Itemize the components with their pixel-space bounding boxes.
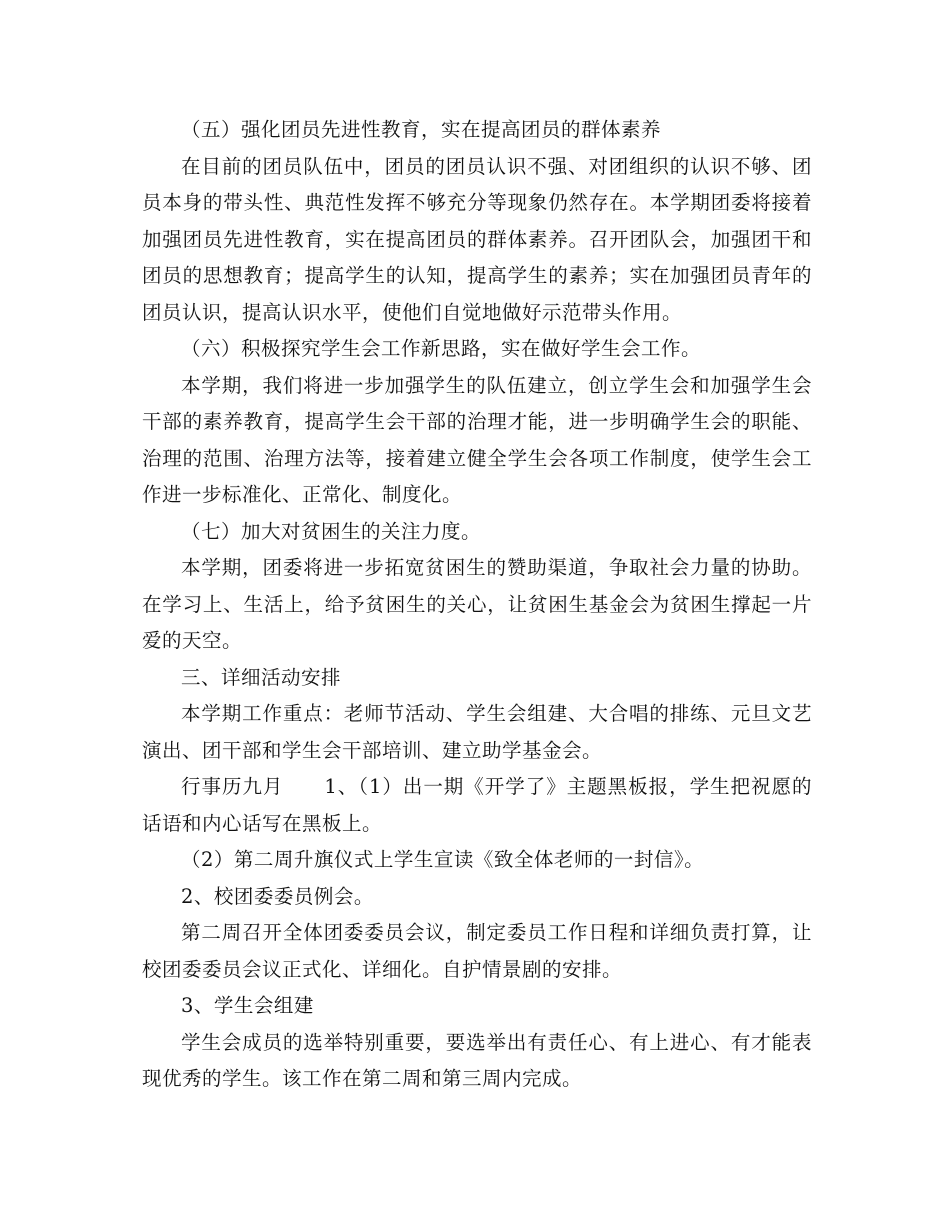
heading-student-union: 3、学生会组建 (181, 994, 314, 1017)
paragraph-key-points: 本学期工作重点：老师节活动、学生会组建、大合唱的排练、元旦文艺演出、团干部和学生会干部培训、建立助学基金会。 (142, 702, 812, 762)
paragraph-september-item-1-2: （2）第二周升旗仪式上学生宣读《致全体老师的一封信》。 (181, 848, 705, 871)
paragraph-student-union-body: 学生会成员的选举特别重要，要选举出有责任心、有上进心、有才能表现优秀的学生。该工作在第二周和第三周内完成。 (142, 1030, 812, 1090)
heading-committee-meeting: 2、校团委委员例会。 (181, 884, 374, 908)
heading-section-5: （五）强化团员先进性教育，实在提高团员的群体素养 (181, 118, 662, 141)
heading-section-6: （六）积极探究学生会工作新思路，实在做好学生会工作。 (181, 337, 702, 360)
document-page (142, 112, 812, 1098)
heading-activity-plan: 三、详细活动安排 (181, 665, 342, 689)
paragraph-committee-meeting-body: 第二周召开全体团委委员会议，制定委员工作日程和详细负责打算，让校团委委员会议正式化、详细化。自护情景剧的安排。 (142, 921, 812, 981)
heading-section-7: （七）加大对贫困生的关注力度。 (181, 519, 482, 543)
paragraph-september-item-1: 行事历九月 1、（1）出一期《开学了》主题黑板报，学生把祝愿的话语和内心话写在黑板上。 (142, 775, 812, 835)
paragraph-section-5-body: 在目前的团员队伍中，团员的团员认识不强、对团组织的认识不够、团员本身的带头性、典范性发挥不够充分等现象仍然存在。本学期团委将接着加强团员先进性教育，实在提高团员的群体素养。召开团队会，加强团干和团员的思想教育；提高学生的认知，提高学生的素养；实在加强团员青年的团员认识，提高认识水平，使他们自觉地做好示范带头作用。 (142, 154, 812, 324)
paragraph-section-7-body: 本学期，团委将进一步拓宽贫困生的赞助渠道，争取社会力量的协助。在学习上、生活上，给予贫困生的关心，让贫困生基金会为贫困生撑起一片爱的天空。 (142, 556, 812, 652)
paragraph-section-6-body: 本学期，我们将进一步加强学生的队伍建立，创立学生会和加强学生会干部的素养教育，提高学生会干部的治理才能，进一步明确学生会的职能、治理的范围、治理方法等，接着建立健全学生会各项工作制度，使学生会工作进一步标准化、正常化、制度化。 (142, 373, 812, 506)
